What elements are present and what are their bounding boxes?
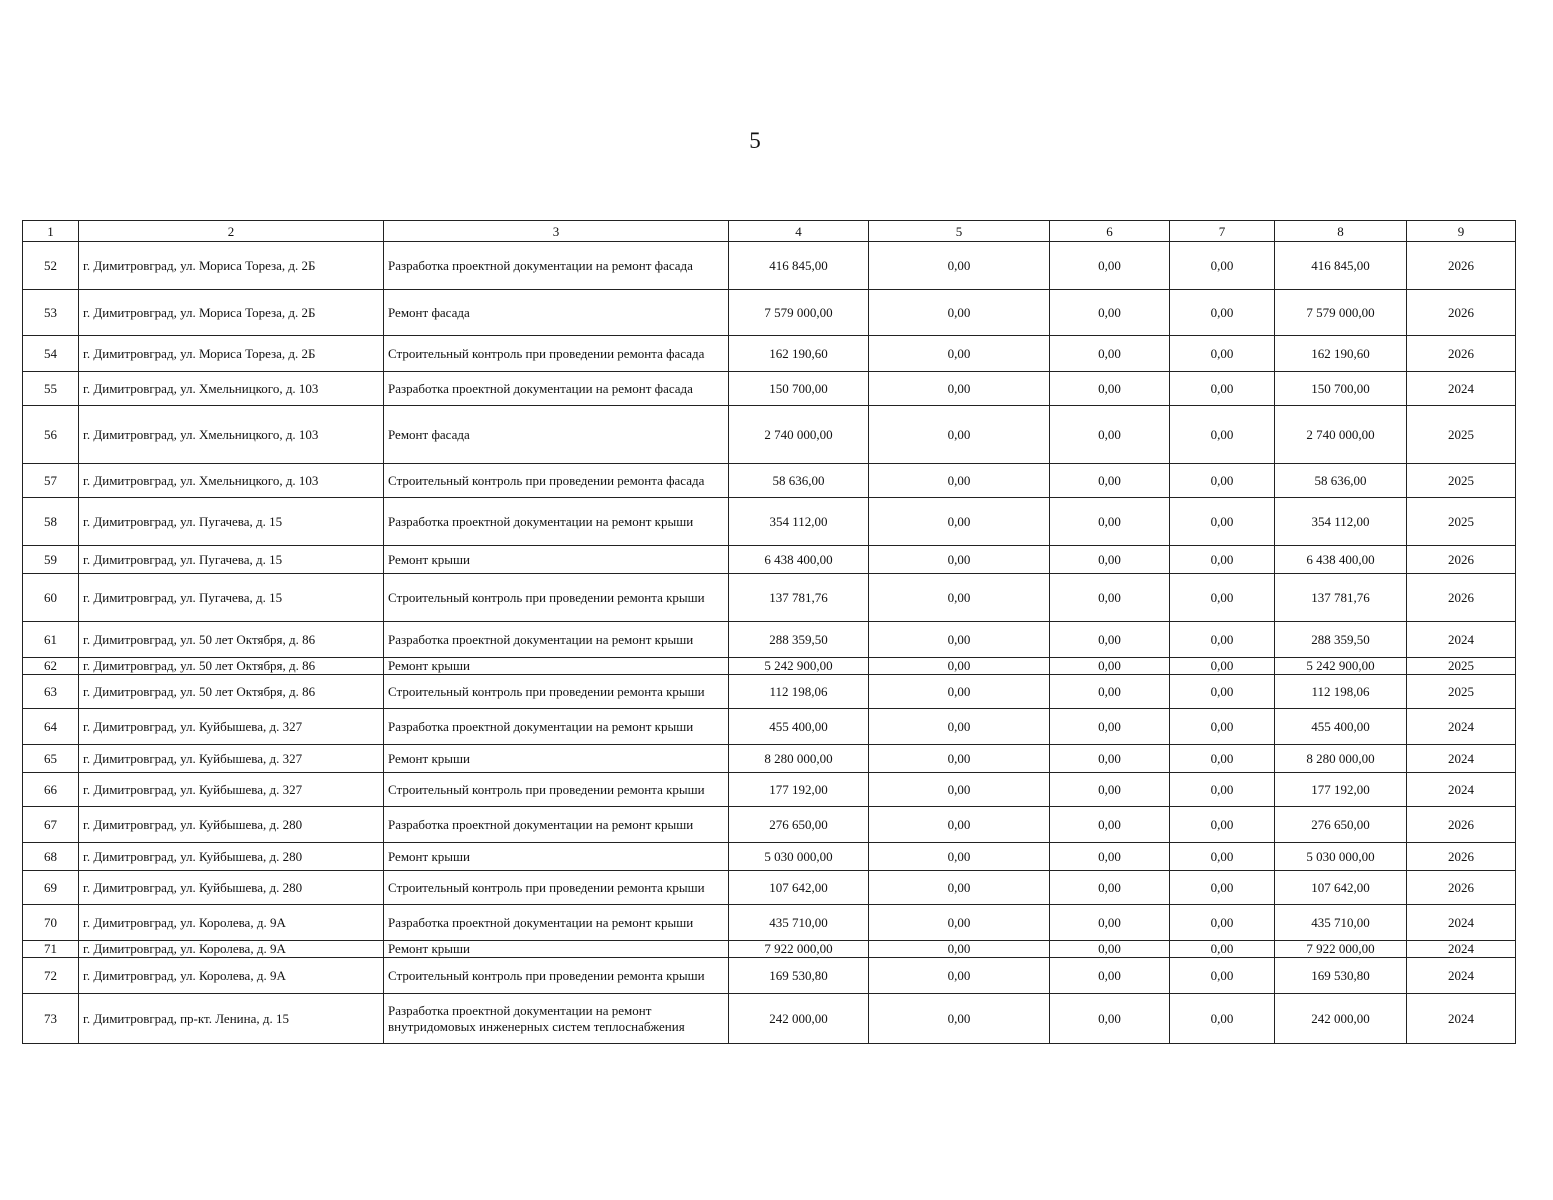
row-number: 62 <box>23 658 79 675</box>
address-cell: г. Димитровград, ул. 50 лет Октября, д. 86 <box>79 658 384 675</box>
cost-cell: 0,00 <box>869 905 1050 941</box>
cost-cell: 0,00 <box>1170 958 1275 994</box>
year-cell: 2026 <box>1407 807 1516 843</box>
cost-fund-cell: 5 030 000,00 <box>1275 843 1407 871</box>
cost-cell: 0,00 <box>1050 242 1170 290</box>
cost-cell: 0,00 <box>1050 406 1170 464</box>
year-cell: 2024 <box>1407 994 1516 1044</box>
table-row <box>23 658 1516 675</box>
row-number: 66 <box>23 773 79 807</box>
cost-fund-cell: 354 112,00 <box>1275 498 1407 546</box>
table-row <box>23 958 1516 994</box>
cost-cell: 0,00 <box>1050 498 1170 546</box>
cost-cell: 0,00 <box>1050 905 1170 941</box>
work-type-cell: Ремонт крыши <box>384 843 729 871</box>
cost-cell: 0,00 <box>1170 843 1275 871</box>
cost-total-cell: 7 579 000,00 <box>729 290 869 336</box>
table-row <box>23 709 1516 745</box>
cost-fund-cell: 276 650,00 <box>1275 807 1407 843</box>
address-cell: г. Димитровград, ул. Куйбышева, д. 327 <box>79 745 384 773</box>
cost-cell: 0,00 <box>1170 290 1275 336</box>
row-number: 72 <box>23 958 79 994</box>
address-cell: г. Димитровград, пр-кт. Ленина, д. 15 <box>79 994 384 1044</box>
cost-cell: 0,00 <box>869 807 1050 843</box>
cost-cell: 0,00 <box>1170 745 1275 773</box>
year-cell: 2026 <box>1407 574 1516 622</box>
cost-cell: 0,00 <box>1050 546 1170 574</box>
cost-total-cell: 416 845,00 <box>729 242 869 290</box>
cost-cell: 0,00 <box>869 709 1050 745</box>
row-number: 73 <box>23 994 79 1044</box>
table-row <box>23 807 1516 843</box>
address-cell: г. Димитровград, ул. Куйбышева, д. 280 <box>79 871 384 905</box>
cost-cell: 0,00 <box>1170 709 1275 745</box>
work-type-cell: Разработка проектной документации на ремонт фасада <box>384 242 729 290</box>
cost-cell: 0,00 <box>1050 372 1170 406</box>
year-cell: 2025 <box>1407 406 1516 464</box>
work-type-cell: Ремонт крыши <box>384 658 729 675</box>
table-row <box>23 905 1516 941</box>
table-row <box>23 871 1516 905</box>
cost-cell: 0,00 <box>1050 622 1170 658</box>
work-type-cell: Строительный контроль при проведении ремонта крыши <box>384 958 729 994</box>
cost-cell: 0,00 <box>1050 843 1170 871</box>
cost-fund-cell: 58 636,00 <box>1275 464 1407 498</box>
year-cell: 2026 <box>1407 336 1516 372</box>
address-cell: г. Димитровград, ул. Мориса Тореза, д. 2Б <box>79 242 384 290</box>
address-cell: г. Димитровград, ул. 50 лет Октября, д. 86 <box>79 622 384 658</box>
year-cell: 2024 <box>1407 905 1516 941</box>
cost-cell: 0,00 <box>1050 709 1170 745</box>
cost-cell: 0,00 <box>1170 546 1275 574</box>
cost-cell: 0,00 <box>869 773 1050 807</box>
table-row <box>23 336 1516 372</box>
year-cell: 2024 <box>1407 745 1516 773</box>
address-cell: г. Димитровград, ул. Королева, д. 9А <box>79 941 384 958</box>
cost-fund-cell: 7 922 000,00 <box>1275 941 1407 958</box>
row-number: 69 <box>23 871 79 905</box>
year-cell: 2024 <box>1407 958 1516 994</box>
address-cell: г. Димитровград, ул. Хмельницкого, д. 103 <box>79 372 384 406</box>
row-number: 63 <box>23 675 79 709</box>
year-cell: 2024 <box>1407 622 1516 658</box>
cost-cell: 0,00 <box>1170 372 1275 406</box>
cost-cell: 0,00 <box>1050 773 1170 807</box>
row-number: 71 <box>23 941 79 958</box>
cost-cell: 0,00 <box>869 242 1050 290</box>
cost-fund-cell: 150 700,00 <box>1275 372 1407 406</box>
work-type-cell: Разработка проектной документации на ремонт фасада <box>384 372 729 406</box>
cost-cell: 0,00 <box>1170 941 1275 958</box>
year-cell: 2025 <box>1407 658 1516 675</box>
cost-cell: 0,00 <box>869 958 1050 994</box>
address-cell: г. Димитровград, ул. Куйбышева, д. 280 <box>79 807 384 843</box>
year-cell: 2025 <box>1407 498 1516 546</box>
year-cell: 2024 <box>1407 773 1516 807</box>
address-cell: г. Димитровград, ул. Куйбышева, д. 280 <box>79 843 384 871</box>
cost-fund-cell: 435 710,00 <box>1275 905 1407 941</box>
row-number: 54 <box>23 336 79 372</box>
cost-cell: 0,00 <box>869 574 1050 622</box>
work-type-cell: Разработка проектной документации на ремонт крыши <box>384 622 729 658</box>
work-type-cell: Строительный контроль при проведении ремонта крыши <box>384 574 729 622</box>
table-row <box>23 498 1516 546</box>
cost-cell: 0,00 <box>1170 994 1275 1044</box>
work-type-cell: Разработка проектной документации на ремонт крыши <box>384 807 729 843</box>
cost-cell: 0,00 <box>1170 336 1275 372</box>
address-cell: г. Димитровград, ул. Куйбышева, д. 327 <box>79 709 384 745</box>
table-row <box>23 242 1516 290</box>
cost-total-cell: 288 359,50 <box>729 622 869 658</box>
cost-fund-cell: 2 740 000,00 <box>1275 406 1407 464</box>
table-row <box>23 546 1516 574</box>
year-cell: 2024 <box>1407 372 1516 406</box>
cost-total-cell: 354 112,00 <box>729 498 869 546</box>
row-number: 56 <box>23 406 79 464</box>
table-body <box>23 242 1516 1044</box>
year-cell: 2026 <box>1407 871 1516 905</box>
cost-total-cell: 137 781,76 <box>729 574 869 622</box>
cost-cell: 0,00 <box>1170 675 1275 709</box>
work-type-cell: Строительный контроль при проведении ремонта фасада <box>384 336 729 372</box>
cost-cell: 0,00 <box>1170 622 1275 658</box>
header-cell: 8 <box>1275 221 1407 242</box>
address-cell: г. Димитровград, ул. Куйбышева, д. 327 <box>79 773 384 807</box>
cost-cell: 0,00 <box>1050 290 1170 336</box>
cost-cell: 0,00 <box>1050 994 1170 1044</box>
year-cell: 2025 <box>1407 464 1516 498</box>
cost-fund-cell: 455 400,00 <box>1275 709 1407 745</box>
work-type-cell: Разработка проектной документации на ремонт крыши <box>384 905 729 941</box>
table-row <box>23 773 1516 807</box>
cost-total-cell: 150 700,00 <box>729 372 869 406</box>
cost-cell: 0,00 <box>869 675 1050 709</box>
page-number: 5 <box>749 128 761 153</box>
address-cell: г. Димитровград, ул. Пугачева, д. 15 <box>79 574 384 622</box>
row-number: 59 <box>23 546 79 574</box>
cost-total-cell: 7 922 000,00 <box>729 941 869 958</box>
header-cell: 7 <box>1170 221 1275 242</box>
table-row <box>23 464 1516 498</box>
cost-cell: 0,00 <box>1050 958 1170 994</box>
header-row <box>23 221 1516 242</box>
cost-fund-cell: 288 359,50 <box>1275 622 1407 658</box>
cost-cell: 0,00 <box>869 372 1050 406</box>
cost-total-cell: 107 642,00 <box>729 871 869 905</box>
address-cell: г. Димитровград, ул. Пугачева, д. 15 <box>79 546 384 574</box>
table-header <box>23 221 1516 242</box>
work-type-cell: Разработка проектной документации на ремонт крыши <box>384 498 729 546</box>
work-type-cell: Разработка проектной документации на ремонт крыши <box>384 709 729 745</box>
year-cell: 2025 <box>1407 675 1516 709</box>
cost-total-cell: 169 530,80 <box>729 958 869 994</box>
cost-cell: 0,00 <box>869 941 1050 958</box>
cost-total-cell: 58 636,00 <box>729 464 869 498</box>
cost-total-cell: 242 000,00 <box>729 994 869 1044</box>
cost-fund-cell: 162 190,60 <box>1275 336 1407 372</box>
row-number: 67 <box>23 807 79 843</box>
table-row <box>23 941 1516 958</box>
cost-cell: 0,00 <box>1050 807 1170 843</box>
row-number: 65 <box>23 745 79 773</box>
cost-fund-cell: 169 530,80 <box>1275 958 1407 994</box>
cost-total-cell: 112 198,06 <box>729 675 869 709</box>
work-type-cell: Строительный контроль при проведении ремонта крыши <box>384 675 729 709</box>
cost-cell: 0,00 <box>869 994 1050 1044</box>
cost-fund-cell: 8 280 000,00 <box>1275 745 1407 773</box>
cost-total-cell: 8 280 000,00 <box>729 745 869 773</box>
cost-total-cell: 2 740 000,00 <box>729 406 869 464</box>
year-cell: 2024 <box>1407 941 1516 958</box>
cost-cell: 0,00 <box>869 406 1050 464</box>
header-cell: 9 <box>1407 221 1516 242</box>
cost-cell: 0,00 <box>1050 658 1170 675</box>
table-row <box>23 994 1516 1044</box>
cost-fund-cell: 5 242 900,00 <box>1275 658 1407 675</box>
cost-cell: 0,00 <box>869 498 1050 546</box>
cost-fund-cell: 7 579 000,00 <box>1275 290 1407 336</box>
work-type-cell: Ремонт крыши <box>384 941 729 958</box>
work-type-cell: Строительный контроль при проведении ремонта крыши <box>384 773 729 807</box>
header-cell: 4 <box>729 221 869 242</box>
cost-total-cell: 6 438 400,00 <box>729 546 869 574</box>
cost-cell: 0,00 <box>1170 574 1275 622</box>
work-type-cell: Разработка проектной документации на ремонт внутридомовых инженерных систем теплоснабжения <box>384 994 729 1044</box>
address-cell: г. Димитровград, ул. Мориса Тореза, д. 2Б <box>79 290 384 336</box>
cost-total-cell: 162 190,60 <box>729 336 869 372</box>
year-cell: 2024 <box>1407 709 1516 745</box>
cost-fund-cell: 242 000,00 <box>1275 994 1407 1044</box>
cost-total-cell: 435 710,00 <box>729 905 869 941</box>
cost-fund-cell: 137 781,76 <box>1275 574 1407 622</box>
table-row <box>23 745 1516 773</box>
address-cell: г. Димитровград, ул. Хмельницкого, д. 103 <box>79 406 384 464</box>
work-type-cell: Ремонт фасада <box>384 406 729 464</box>
table-row <box>23 290 1516 336</box>
cost-fund-cell: 107 642,00 <box>1275 871 1407 905</box>
address-cell: г. Димитровград, ул. 50 лет Октября, д. 86 <box>79 675 384 709</box>
address-cell: г. Димитровград, ул. Мориса Тореза, д. 2Б <box>79 336 384 372</box>
cost-cell: 0,00 <box>1050 574 1170 622</box>
row-number: 60 <box>23 574 79 622</box>
row-number: 61 <box>23 622 79 658</box>
header-cell: 1 <box>23 221 79 242</box>
cost-cell: 0,00 <box>869 622 1050 658</box>
cost-total-cell: 5 030 000,00 <box>729 843 869 871</box>
table-row <box>23 675 1516 709</box>
row-number: 64 <box>23 709 79 745</box>
row-number: 52 <box>23 242 79 290</box>
cost-cell: 0,00 <box>1170 773 1275 807</box>
year-cell: 2026 <box>1407 546 1516 574</box>
cost-cell: 0,00 <box>1170 498 1275 546</box>
cost-cell: 0,00 <box>1170 905 1275 941</box>
address-cell: г. Димитровград, ул. Хмельницкого, д. 103 <box>79 464 384 498</box>
cost-fund-cell: 416 845,00 <box>1275 242 1407 290</box>
table-row <box>23 843 1516 871</box>
cost-total-cell: 5 242 900,00 <box>729 658 869 675</box>
header-cell: 6 <box>1050 221 1170 242</box>
work-type-cell: Ремонт фасада <box>384 290 729 336</box>
cost-cell: 0,00 <box>869 546 1050 574</box>
cost-cell: 0,00 <box>869 464 1050 498</box>
work-type-cell: Строительный контроль при проведении ремонта фасада <box>384 464 729 498</box>
work-type-cell: Ремонт крыши <box>384 546 729 574</box>
cost-total-cell: 276 650,00 <box>729 807 869 843</box>
cost-fund-cell: 177 192,00 <box>1275 773 1407 807</box>
cost-cell: 0,00 <box>1170 871 1275 905</box>
address-cell: г. Димитровград, ул. Королева, д. 9А <box>79 958 384 994</box>
cost-cell: 0,00 <box>869 843 1050 871</box>
row-number: 53 <box>23 290 79 336</box>
cost-cell: 0,00 <box>1170 464 1275 498</box>
row-number: 68 <box>23 843 79 871</box>
cost-fund-cell: 112 198,06 <box>1275 675 1407 709</box>
row-number: 70 <box>23 905 79 941</box>
row-number: 58 <box>23 498 79 546</box>
table-row <box>23 372 1516 406</box>
header-cell: 3 <box>384 221 729 242</box>
row-number: 57 <box>23 464 79 498</box>
cost-cell: 0,00 <box>1050 675 1170 709</box>
cost-cell: 0,00 <box>869 658 1050 675</box>
cost-cell: 0,00 <box>1050 871 1170 905</box>
cost-total-cell: 177 192,00 <box>729 773 869 807</box>
row-number: 55 <box>23 372 79 406</box>
cost-cell: 0,00 <box>1170 242 1275 290</box>
cost-cell: 0,00 <box>869 871 1050 905</box>
cost-total-cell: 455 400,00 <box>729 709 869 745</box>
work-type-cell: Строительный контроль при проведении ремонта крыши <box>384 871 729 905</box>
address-cell: г. Димитровград, ул. Королева, д. 9А <box>79 905 384 941</box>
cost-cell: 0,00 <box>1170 658 1275 675</box>
year-cell: 2026 <box>1407 843 1516 871</box>
header-cell: 2 <box>79 221 384 242</box>
cost-fund-cell: 6 438 400,00 <box>1275 546 1407 574</box>
cost-cell: 0,00 <box>869 745 1050 773</box>
cost-cell: 0,00 <box>1050 464 1170 498</box>
cost-cell: 0,00 <box>1170 807 1275 843</box>
table-row <box>23 574 1516 622</box>
works-table <box>22 220 1516 1044</box>
cost-cell: 0,00 <box>869 336 1050 372</box>
work-type-cell: Ремонт крыши <box>384 745 729 773</box>
cost-cell: 0,00 <box>1170 406 1275 464</box>
cost-cell: 0,00 <box>1050 941 1170 958</box>
header-cell: 5 <box>869 221 1050 242</box>
year-cell: 2026 <box>1407 242 1516 290</box>
cost-cell: 0,00 <box>1050 336 1170 372</box>
cost-cell: 0,00 <box>869 290 1050 336</box>
cost-cell: 0,00 <box>1050 745 1170 773</box>
address-cell: г. Димитровград, ул. Пугачева, д. 15 <box>79 498 384 546</box>
table-row <box>23 622 1516 658</box>
year-cell: 2026 <box>1407 290 1516 336</box>
table-row <box>23 406 1516 464</box>
